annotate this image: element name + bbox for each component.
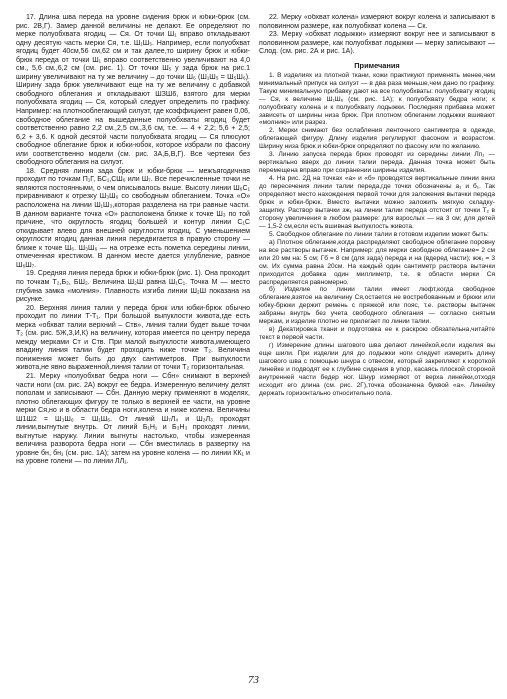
paragraph-20: 20. Верхняя линия талии у переда брюк или юбки-брюк обычно проходит по линии Т-Т₁. При большой выпуклости живота,где есть мерка «обхват талии верхний – Ств», линия талии будет выше точки Т₂ (см. рис. 5Ж,З,И,К) на величину, которая имеется по центру переда между мерками Ст и Ств. При малой выпуклости живота,имеющего впадину линия талии будет проходить ниже точке Т₂. Величина понижения может быть до двух сантиметров. При выпуклости живота,не явно выраженной,линия талии от точки Т₂ горизонтальная. [16, 304, 250, 372]
note-5c: в) Декатировка ткани и подготовка ее к раскрою обязательна,читайте текст в первой части. [259, 326, 495, 342]
paragraph-21: 21. Мерку «полуобхват бедра ноги — Сбн» снимают в верхней части ноги (см. рис. 2А) вокруг ее бедра. Измеренную величину делят пополам и записывают — Сбн. Данную мерку применяют в моделях, плотно облегающих фигуру те только в верхней ее части, на уровне мерки Ся,но и в области бедра ноги,колена и ниже колена. Величины Ш1Ш2 = Ш₃Ш₆ = Ш₁Ш₆. От линий Ш₇Л₄ и Ш₂Л₃ проходят линии,выгнутые внутрь. От линий Б₁Н₁ и Б₃Н₃ проходят линии, выгнутые наружу. Линии выгнуты настолько, чтобы измеренная величина разворота бедра ноги — Сбн вместилась в развертку на уровне бн, бн₁ (см. рис. 1А); затем на уровне колена — по линии КК₁ и на уровне голени — по линии ЛЛ₁. [16, 372, 250, 466]
note-1: 1. В изделиях из плотной ткани, кожи практикуют применять менее,чем минимальный припуск на силуэт — в два раза меньше,чем дано по графику. Такую минимальную прибавку дают на все полуобхваты: полуобхвату ягодиц — Ся, к величине Ш₁Ш₆ (см. рис. 1А); к полуобхвату бедра ноги; к полуобхвату колена и к полуобхвату лодыжки. Последняя прибавка может зависеть от ширины низа брюк. При плотном облегании лодыжки вшивают «молнию» или разрез. [259, 71, 495, 127]
right-text-column [259, 14, 495, 664]
notes-heading: Примечания [354, 60, 400, 70]
paragraph-18: 18. Средняя линия зада брюк и юбки-брюк — межъягодичная проходит по точкам П₁Г, БС₁,СШ₆ или Ш₇. Все перечисленные точки не являются постоянными, о чем описывалось выше. Высоту линии Ш₆С₁ приравнивают к отрезку Ш₃Ш₆ со свободным облеганием. Точка «О» расположена на линии Ш₁Ш₃,которая разделена на три равные части. В данном варианте точка «О» расположена ближе к точке Ш₃ по той причине, что округлость ягодиц большей и контур линии С₁С откидывает влево для внешней округлости ягодиц. С уменьшением округлости ягодиц данная линия передвигается в правую сторону — ближе к точке Ш₆. Ш₃Ш₆ — на отрезке есть пометка середины линии, отмеченная крестиком. В данном месте дается углубление, равное Ш₆Ш₇. [16, 167, 250, 269]
note-3: 3. Линию запуска переда брюк проводят из середины линии Лп₁ — вертикально вверх до линии талии переда. Данная точка может быть перемещена вправо при сохранении ширины изделия. [259, 151, 495, 175]
note-5b: б) Изделие по линии талии имеет люфт,когда свободное облегание,взятое на величину Ся,остается не востребованным и брюки или юбку-брюки держит ремень с пряжкой или пояс, т.е. растворы вытачек забраны внутрь без учета свободного облегания — согласно снятым меркам, и изделие плотно не прилегает по линии талии. [259, 286, 495, 326]
paragraph-23: 23. Мерку «обхват лодыжки» измеряют вокруг нее и записывают в половинном размере, как полуобхват лодыжки — мерку записывают — Слод. (см. рис. 2А и рис. 1А). [259, 31, 495, 56]
paragraph-22: 22. Мерку «обхват колена» измеряют вокруг колена и записывают в половинном размере, как полуобхват колена — Ск. [259, 14, 495, 30]
note-5d: г) Измерение длины шагового шва делают линейкой,если изделия вы еще шили. При изделии для до лодыжки ноги следует измерить длину шагового шва с помощью шнура с отвесом, который закрепляют к короткой линейке и подводят ее к глубине сидения в упор, касаясь плоской стороной внутренней части бедер ног. Шнур измеряют от верха линейки,отходя исходит его длина (см. рис. 2Г),точка обозначена буквой «а». Линейку держать горизонтально относительно пола. [259, 342, 495, 397]
note-2: 2. Мерки снимают без ослабления ленточного сантиметра в одежде, облегающей фигуру. Длину изделия регулируют фасоном и возрастом. Ширину низа брюк и юбки-брюк определяют по фасону или по желанию. [259, 127, 495, 151]
paragraph-19: 19. Средняя линия переда брюк и юбки-брюк (рис. 1). Она проходит по точкам Т₂,Б₂, БШ₂. Величина Ш₂Ш равна Ш₁С₁. Точка М — место глубина замка «молния». Плавность изгиба линии Ш₂Ш показана на рисунке. [16, 270, 250, 304]
note-5: 5. Свободное облегание по линии талии в готовом изделии может быть: [269, 230, 489, 238]
note-4: 4. На рис. 2Д на точках «а» и «б» проводятся вертикальные линии вниз до пересечения линии талии переда,где точки обозначены а₁ и б₁. Так определяют место нахождения первой точки для заложения вытачки переда брюк и юбки-брюк. Вместо вытачки можно заложить мягкую складку-защипку. Раствор вытачки зж₁ на линии талии переда отстоит от точки Т₂ в сторону увеличения в любом размере: для взрослых — на 3 см; для детей — 1,5-2 см,если есть вшивная выпуклость живота. [259, 175, 495, 230]
page-number: 73 [248, 674, 259, 686]
paragraph-17: 17. Длина шва переда на уровне сидения брюк и юбки-брюк (см. рис. 2В,Г). Замер данной величины не делают. Ее определяют по мерке полуобхвата ягодиц — Ся. От точки Ш₁ вправо откладывают одну десятую часть мерки Ся, т.е. Ш₁Ш₅. Например, если полуобхват ягодиц будет 40см,56 см,62 см и так далее,то ширину брюк и юбки-брюк переда от точки Ш₁ вправо соответственно увеличивают на 4,0 см., 5,6 см.,6,2 см (см. рис. 1). От точки Ш₅ у зада брюк на рис.1 ширину увеличивают на ту же величину – до точки Ш₆ (Ш₁Ш₅ = Ш₅Ш₆). Ширину зада брюк увеличивают еще на ту же величину с добавкой свободного облегания и откладывают ШЗШ6, взятого для мерки полуобхвата ягодиц — Ся, который следует определить по графику. Например: на плотнооблегающий силуэт, где коэффициент равен 0,06, свободное облегание на вышеданные полуобхваты ягодиц будет соответственно равно 2,2 см.,2,5 см.,3,6 см, т.е. — 4 + 2,2; 5,6 + 2,5; 6,2 + 3,6. К одной десятой части полуобхвата ягодиц — Ся плюсуют свободное облегание брюк и юбки-юбок, которое избрали по фасону или соответственно модели (см. рис. 3А,Б,В,Г). Все чертежи без свободного облегания на силуэт. [16, 14, 250, 167]
note-5a: а) Плотное облегание,когда распределяют свободное облегание поровну на все растворы вытачек. Например: для мерки свободное облегание= 2 см или 20 мм на: 5 см; Гб = 8 см (для зада) переда и на (вдеред части); жж₁ = 3 см. Их сумма равна 20см. На каждый один сантиметр раствора вытачки приходится добавка один миллиметр, т.е. в области мерки Ся распределяется равномерно. [259, 238, 495, 286]
left-text-column [16, 14, 250, 664]
